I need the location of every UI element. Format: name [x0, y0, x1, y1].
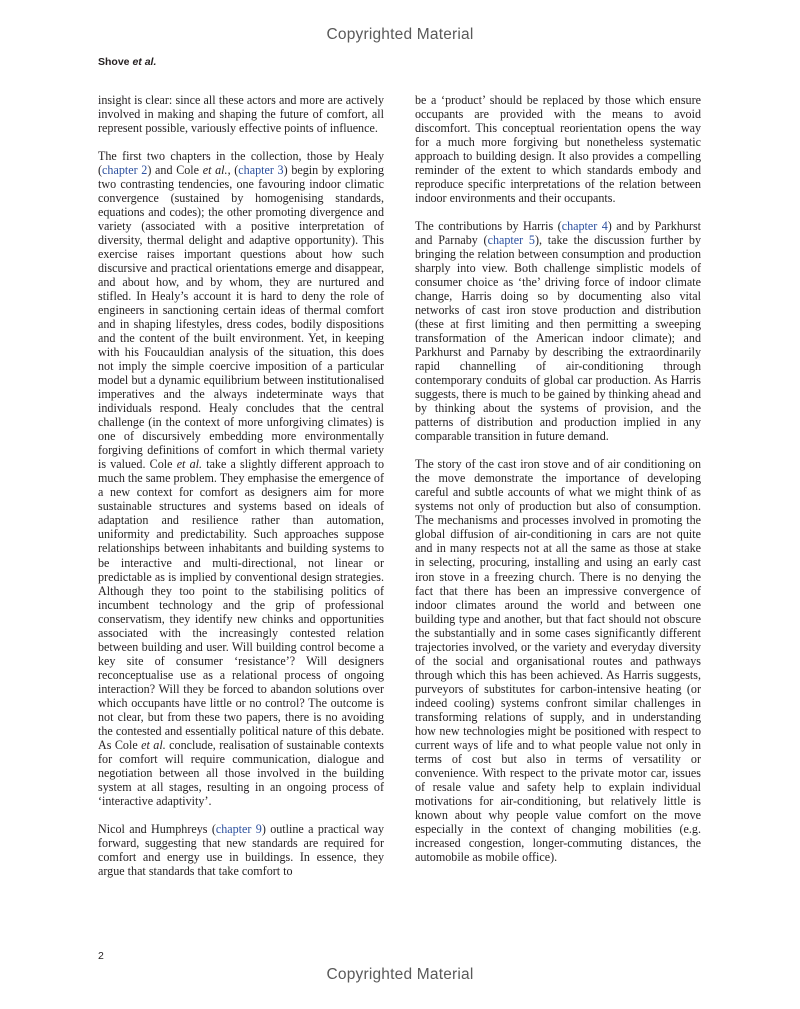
chapter-3-link[interactable]: chapter 3 — [238, 163, 284, 178]
right-paragraph-2 — [415, 219, 701, 443]
text-run: conclude, realisation of sustainable contexts for comfort will require communication, dialogue and negotiation between all those involved in the building system at all stages, resulting in an ongoing process of ‘interactive adaptivity’. — [98, 737, 385, 808]
left-paragraph-3 — [98, 822, 384, 878]
running-head — [98, 56, 156, 68]
text-run: ) outline a practical way forward, suggesting that new standards are required for comfort and energy use in buildings. In essence, they argue that standards that take comfort to — [98, 821, 384, 878]
page-number: 2 — [98, 950, 104, 962]
left-column — [98, 93, 384, 892]
right-column — [415, 93, 701, 878]
text-run: , ( — [227, 163, 239, 178]
text-run: ) and by Parkhurst and Parnaby ( — [415, 219, 702, 248]
running-head-authors: Shove — [98, 56, 130, 68]
running-head-etal: et al. — [132, 56, 157, 68]
chapter-2-link[interactable]: chapter 2 — [102, 163, 148, 178]
text-run: The first two chapters in the collection, those by Healy ( — [98, 149, 384, 178]
right-paragraph-3: The story of the cast iron stove and of air conditioning on the move demonstrate the importance of developing careful and subtle accounts of what we might think of as systems not only of production but also of consumption. The mechanisms and processes involved in promoting the global diffusion of air-conditioning in cars are not quite and in many respects not at all the same as those at stake in selecting, procuring, installing and using an early cast iron stove in a freezing church. There is no denying the fact that there has been an impressive convergence of indoor climates around the world and between one building type and another, but that fact should not obscure the substantially and in some cases significantly different trajectories involved, or the variety and everyday diversity of the social and organisational routes and pathways through which this has been achieved. As Harris suggests, purveyors of substitutes for carbon-intensive heating (or indeed cooling) systems confront similar challenges in transforming relations of supply, and in understanding how new technologies might be positioned with respect to current ways of life and to what people value not only in terms of cost but also in terms of versatility or convenience. With respect to the private motor car, issues of resale value and safety help to explain individual motivations for air-conditioning, but relatively little is known about why people value comfort on the move especially in the context of changing mobilities (e.g. increased congestion, longer-commuting distances, the automobile as mobile office). — [415, 457, 701, 864]
text-run: take a slightly different approach to much the same problem. They emphasise the emergence of a new context for comfort as designers aim for more sustainable structures and systems based on ideals of adaptation and resilience rather than automation, uniformity and predictability. Such approaches suppose relationships between inhabitants and building systems to be interactive and multi-directional, not linear or predictable as is implied by conventional design strategies. Although they too point to the stabilising politics of incumbent technology and the grip of professional conservatism, they identify new chinks and opportunities associated with the increasingly contested relation between building and user. Will building control become a key site of consumer ‘resistance’? Will designers reconceptualise use as a relational process of ongoing interaction? Will they be forced to abandon solutions over which occupants have little or no control? The outcome is not clear, but from these two papers, there is no avoiding the contested and essentially political nature of this debate. As Cole — [98, 457, 385, 752]
text-run: The contributions by Harris ( — [415, 219, 562, 234]
et-al-italic: et al. — [202, 163, 228, 178]
text-run: Nicol and Humphreys ( — [98, 821, 216, 836]
text-run: ), take the discussion further by bringing the relation between consumption and production sharply into view. Both challenge simplistic models of consumer choice as ‘the’ driving force of indoor climate change, Harris doing so by documenting also vital networks of cast iron stove production and distribution (these at first limiting and then permitting a sweeping transformation of the American indoor climate); and Parkhurst and Parnaby by describing the extraordinarily rapid channelling of air-conditioning through contemporary conduits of global car production. As Harris suggests, there is much to be gained by thinking ahead and by thinking about the systems of provision, and the patterns of distribution and production implied in any comparable transition in future demand. — [415, 233, 702, 444]
text-run: ) begin by exploring two contrasting tendencies, one favouring indoor climatic convergence (sustained by homogenising standards, equations and codes); the other promoting divergence and variety (associated with a positive interpretation of diversity, thermal delight and adaptive opportunity). This exercise raises important questions about how such discursive and practical orientations emerge and disappear, and about how, and by whom, they are nurtured and stifled. In Healy’s account it is hard to deny the role of engineers in sanctioning certain ideas of thermal comfort and in shaping lifestyles, dress codes, bodily dispositions and the content of the built environment. Yet, in keeping with his Foucauldian analysis of the situation, this does not imply the simple coercive imposition of a particular model but a dynamic equilibrium between institutionalised imperatives and the always indeterminate ways that individuals respond. Healy concludes that the central challenge (in the context of more unforgiving climates) is one of discursively embedding more environmentally forgiving definitions of comfort in which thermal variety is valued. Cole — [98, 163, 384, 472]
copyright-watermark-top: Copyrighted Material — [326, 26, 474, 43]
chapter-5-link[interactable]: chapter 5 — [487, 233, 535, 248]
et-al-italic: et al. — [141, 737, 166, 752]
right-paragraph-1: be a ‘product’ should be replaced by those which ensure occupants are provided with the means to avoid discomfort. This conceptual reorientation opens the way for a much more forgiving but nonetheless systematic approach to building design. It also provides a compelling reminder of the extent to which standards embody and reproduce specific interpretations of the relation between indoor environments and their occupants. — [415, 93, 701, 206]
chapter-9-link[interactable]: chapter 9 — [215, 821, 262, 836]
left-paragraph-1: insight is clear: since all these actors and more are actively involved in making and shaping the future of comfort, all represent possible, variously effective points of influence. — [98, 93, 384, 136]
copyright-watermark-bottom: Copyrighted Material — [326, 966, 474, 983]
left-paragraph-2 — [98, 149, 384, 808]
text-run: ) and Cole — [147, 163, 203, 178]
chapter-4-link[interactable]: chapter 4 — [561, 219, 608, 234]
et-al-italic: et al. — [176, 457, 203, 472]
